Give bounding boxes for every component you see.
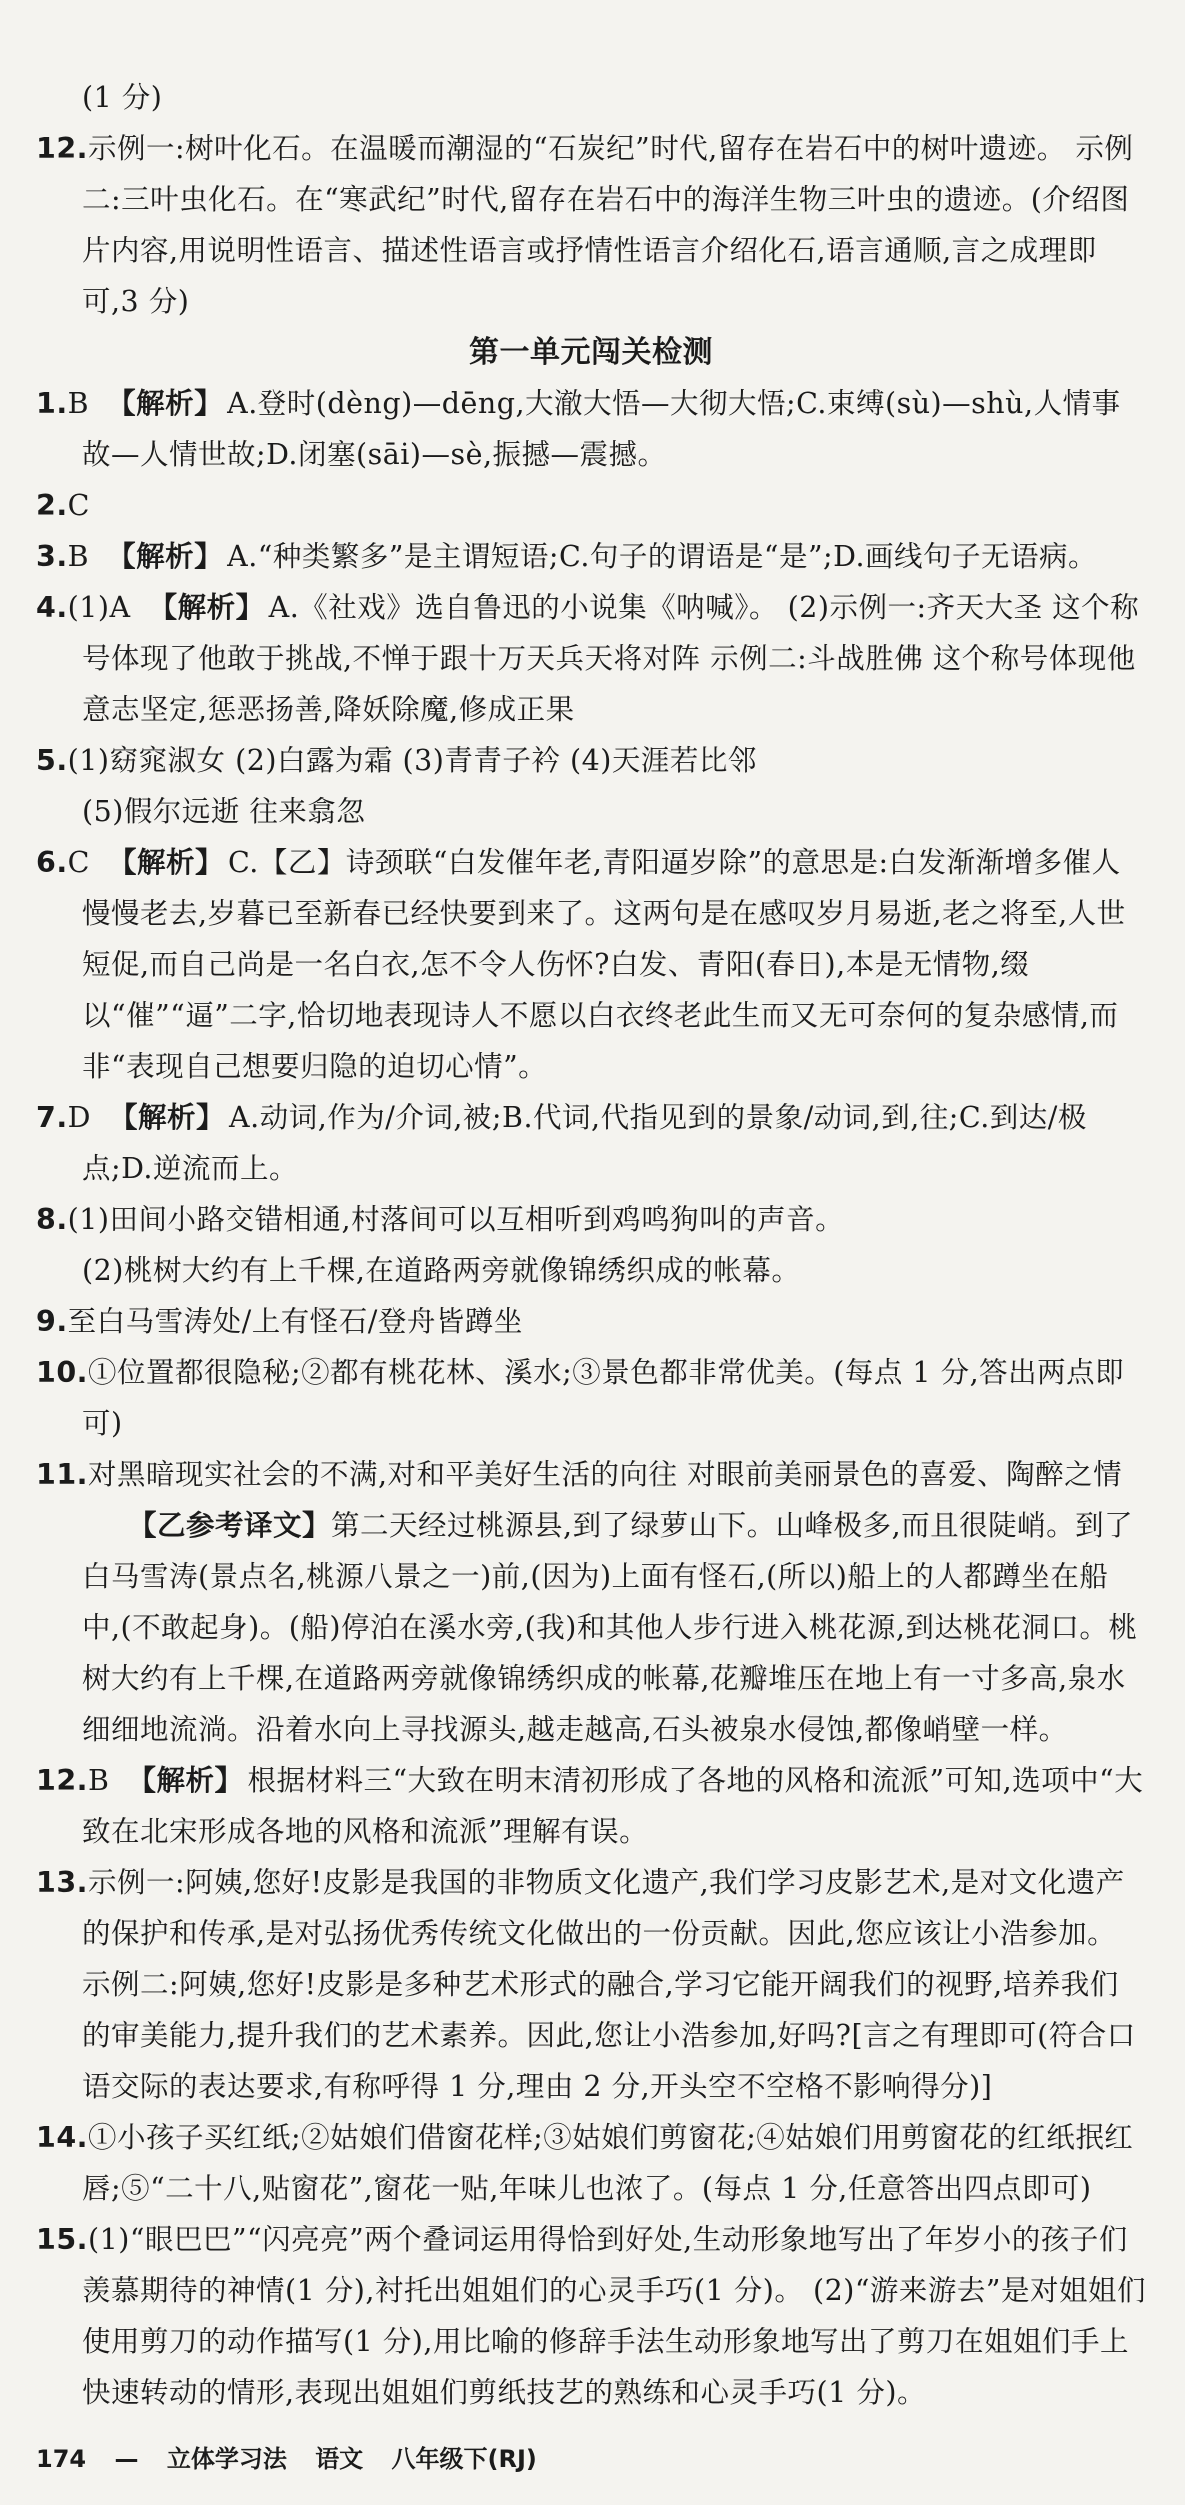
question-4: 4.(1)A 【解析】 A.《社戏》选自鲁迅的小说集《呐喊》。 (2)示例一:齐天大圣 这个称号体现了他敢于挑战,不惮于跟十万天兵天将对阵 示例二:斗战胜佛 这个称号体现他意志坚定,惩恶扬善,降妖除魔,修成正果	[36, 591, 1140, 726]
question-13: 13.示例一:阿姨,您好!皮影是我国的非物质文化遗产,我们学习皮影艺术,是对文化遗产的保护和传承,是对弘扬优秀传统文化做出的一份贡献。因此,您应该让小浩参加。 示例二:阿姨,您好!皮影是多种艺术形式的融合,学习它能开阔我们的视野,培养我们的审美能力,提升我们的艺术素养。因此,您让小浩参加,好吗?[言之有理即可(符合口语交际的表达要求,有称呼得 1 分,理由 2 分,开头空不空格不影响得分)]	[36, 1866, 1136, 2103]
question-11: 11.对黑暗现实社会的不满,对和平美好生活的向往 对眼前美丽景色的喜爱、陶醉之情	[36, 1458, 1123, 1491]
book-title: 立体学习法	[166, 2445, 287, 2473]
translation-paragraph: 【乙参考译文】第二天经过桃源县,到了绿萝山下。山峰极多,而且很陡峭。到了白马雪涛(景点名,桃源八景之一)前,(因为)上面有怪石,(所以)船上的人都蹲坐在船中,(不敢起身)。(船)停泊在溪水旁,(我)和其他人步行进入桃花源,到达桃花洞口。桃树大约有上千棵,在道路两旁就像锦绣织成的帐幕,花瓣堆压在地上有一寸多高,泉水细细地流淌。沿着水向上寻找源头,越走越高,石头被泉水侵蚀,都像峭壁一样。	[82, 1509, 1138, 1746]
question-12-prev: 12.示例一:树叶化石。在温暖而潮湿的“石炭纪”时代,留存在岩石中的树叶遗迹。 示例二:三叶虫化石。在“寒武纪”时代,留存在岩石中的海洋生物三叶虫的遗迹。(介绍图片内容,用说明性语言、描述性语言或抒情性语言介绍化石,语言通顺,言之成理即可,3 分)	[36, 132, 1134, 318]
answer-content	[36, 72, 1146, 2418]
question-5: 5.(1)窈窕淑女 (2)白露为霜 (3)青青子衿 (4)天涯若比邻	[36, 744, 757, 777]
subject: 语文	[315, 2445, 364, 2473]
page-footer	[36, 2442, 736, 2476]
question-6: 6.C 【解析】 C.【乙】诗颈联“白发催年老,青阳逼岁除”的意思是:白发渐渐增多催人慢慢老去,岁暮已至新春已经快要到来了。这两句是在感叹岁月易逝,老之将至,人世短促,而自己尚是一名白衣,怎不令人伤怀?白发、青阳(春日),本是无情物,缀以“催”“逼”二字,恰切地表现诗人不愿以白衣终老此生而又无可奈何的复杂感情,而非“表现自己想要归隐的迫切心情”。	[36, 846, 1126, 1083]
question-2: 2.C	[36, 489, 90, 522]
question-5-cont: (5)假尔远逝 往来翕忽	[82, 795, 366, 828]
question-12: 12.B 【解析】 根据材料三“大致在明末清初形成了各地的风格和流派”可知,选项中“大致在北宋形成各地的风格和流派”理解有误。	[36, 1764, 1144, 1848]
question-8: 8.(1)田间小路交错相通,村落间可以互相听到鸡鸣狗叫的声音。	[36, 1203, 845, 1236]
section-title: 第一单元闯关检测	[469, 335, 713, 370]
question-10: 10.①位置都很隐秘;②都有桃花林、溪水;③景色都非常优美。(每点 1 分,答出两点即可)	[36, 1356, 1125, 1440]
page-number: 174	[36, 2445, 87, 2473]
score-note: (1 分)	[82, 81, 163, 114]
question-15: 15.(1)“眼巴巴”“闪亮亮”两个叠词运用得恰到好处,生动形象地写出了年岁小的孩子们羡慕期待的神情(1 分),衬托出姐姐们的心灵手巧(1 分)。 (2)“游来游去”是对姐姐们使用剪刀的动作描写(1 分),用比喻的修辞手法生动形象地写出了剪刀在姐姐们手上快速转动的情形,表现出姐姐们剪纸技艺的熟练和心灵手巧(1 分)。	[36, 2223, 1146, 2409]
question-7: 7.D 【解析】 A.动词,作为/介词,被;B.代词,代指见到的景象/动词,到,往;C.到达/极点;D.逆流而上。	[36, 1101, 1087, 1185]
question-3: 3.B 【解析】 A.“种类繁多”是主谓短语;C.句子的谓语是“是”;D.画线句子无语病。	[36, 540, 1098, 573]
grade: 八年级下(RJ)	[391, 2445, 537, 2473]
question-8-cont: (2)桃树大约有上千棵,在道路两旁就像锦绣织成的帐幕。	[82, 1254, 801, 1287]
question-14: 14.①小孩子买红纸;②姑娘们借窗花样;③姑娘们剪窗花;④姑娘们用剪窗花的红纸抿红唇;⑤“二十八,贴窗花”,窗花一贴,年味儿也浓了。(每点 1 分,任意答出四点即可)	[36, 2121, 1134, 2205]
footer-dash: —	[114, 2445, 139, 2473]
question-9: 9.至白马雪涛处/上有怪石/登舟皆蹲坐	[36, 1305, 523, 1338]
question-1: 1.B 【解析】 A.登时(dèng)—dēng,大澈大悟—大彻大悟;C.束缚(sù)—shù,人情事故—人情世故;D.闭塞(sāi)—sè,振撼—震撼。	[36, 387, 1121, 471]
